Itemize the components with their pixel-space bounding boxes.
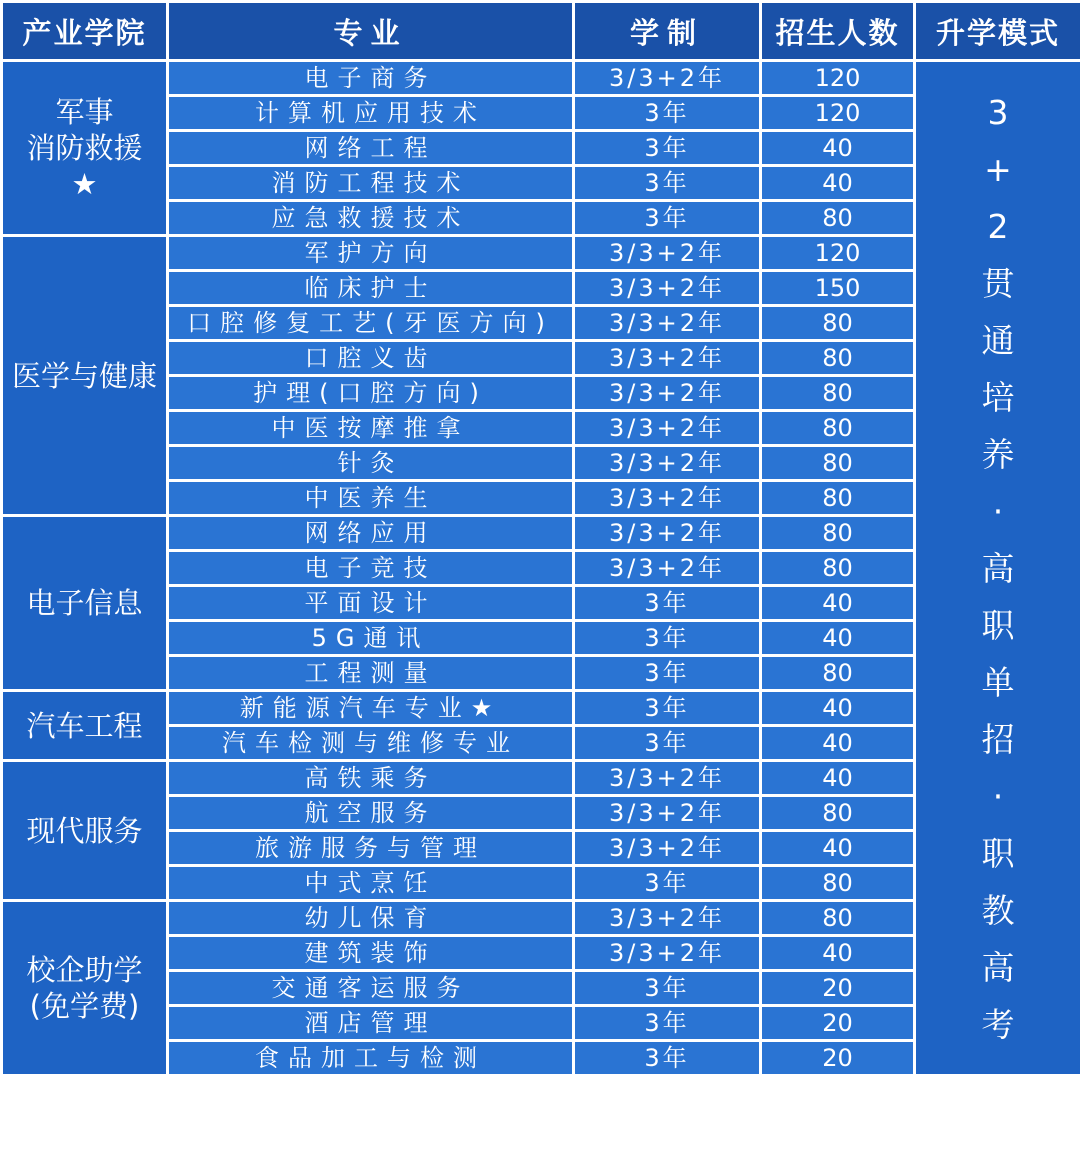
major-cell: 针灸 — [168, 446, 574, 481]
college-cell — [2, 516, 168, 691]
enrollment-cell: 80 — [761, 796, 915, 831]
major-cell: 高铁乘务 — [168, 761, 574, 796]
enrollment-cell: 80 — [761, 656, 915, 691]
enrollment-cell: 40 — [761, 586, 915, 621]
duration-cell: 3年 — [574, 201, 761, 236]
major-cell: 电子商务 — [168, 61, 574, 96]
duration-cell: 3年 — [574, 621, 761, 656]
header-major: 专业 — [168, 2, 574, 61]
enrollment-cell: 40 — [761, 936, 915, 971]
duration-cell: 3年 — [574, 1041, 761, 1076]
major-cell: 幼儿保育 — [168, 901, 574, 936]
major-cell: 食品加工与检测 — [168, 1041, 574, 1076]
enrollment-cell: 20 — [761, 1041, 915, 1076]
enrollment-cell: 40 — [761, 761, 915, 796]
enrollment-cell: 40 — [761, 831, 915, 866]
enrollment-cell: 80 — [761, 306, 915, 341]
duration-cell: 3年 — [574, 691, 761, 726]
major-cell: 交通客运服务 — [168, 971, 574, 1006]
duration-cell: 3/3+2年 — [574, 376, 761, 411]
college-cell — [2, 236, 168, 516]
duration-cell: 3/3+2年 — [574, 551, 761, 586]
enrollment-cell: 80 — [761, 446, 915, 481]
college-name: 校企助学 (免学费) — [26, 953, 143, 1023]
major-cell: 航空服务 — [168, 796, 574, 831]
enrollment-cell: 80 — [761, 516, 915, 551]
major-cell: 口腔修复工艺(牙医方向) — [168, 306, 574, 341]
college-name: 医学与健康 — [11, 358, 157, 393]
college-cell — [2, 761, 168, 901]
duration-cell: 3/3+2年 — [574, 61, 761, 96]
major-cell: 中式烹饪 — [168, 866, 574, 901]
college-cell — [2, 691, 168, 761]
enrollment-cell: 40 — [761, 166, 915, 201]
enrollment-cell: 150 — [761, 271, 915, 306]
enrollment-cell: 80 — [761, 376, 915, 411]
enrollment-cell: 40 — [761, 691, 915, 726]
duration-cell: 3年 — [574, 586, 761, 621]
major-cell: 口腔义齿 — [168, 341, 574, 376]
header-mode: 升学模式 — [915, 2, 1080, 61]
enrollment-cell: 80 — [761, 201, 915, 236]
major-cell: 消防工程技术 — [168, 166, 574, 201]
major-cell: 5G通讯 — [168, 621, 574, 656]
duration-cell: 3/3+2年 — [574, 481, 761, 516]
enrollment-cell: 40 — [761, 621, 915, 656]
major-cell: 军护方向 — [168, 236, 574, 271]
duration-cell: 3/3+2年 — [574, 341, 761, 376]
major-cell: 电子竞技 — [168, 551, 574, 586]
enrollment-cell: 20 — [761, 971, 915, 1006]
duration-cell: 3年 — [574, 131, 761, 166]
header-duration: 学制 — [574, 2, 761, 61]
major-cell: 网络应用 — [168, 516, 574, 551]
enrollment-cell: 120 — [761, 96, 915, 131]
enrollment-cell: 40 — [761, 726, 915, 761]
major-cell: 网络工程 — [168, 131, 574, 166]
major-cell: 工程测量 — [168, 656, 574, 691]
duration-cell: 3年 — [574, 726, 761, 761]
duration-cell: 3/3+2年 — [574, 236, 761, 271]
duration-cell: 3/3+2年 — [574, 936, 761, 971]
enrollment-cell: 80 — [761, 411, 915, 446]
duration-cell: 3/3+2年 — [574, 271, 761, 306]
duration-cell: 3年 — [574, 656, 761, 691]
major-cell: 临床护士 — [168, 271, 574, 306]
enrollment-cell: 80 — [761, 866, 915, 901]
college-name: 现代服务 — [26, 813, 143, 848]
duration-cell: 3/3+2年 — [574, 901, 761, 936]
duration-cell: 3/3+2年 — [574, 796, 761, 831]
duration-cell: 3年 — [574, 866, 761, 901]
major-cell: 旅游服务与管理 — [168, 831, 574, 866]
enrollment-cell: 80 — [761, 341, 915, 376]
major-cell: 中医按摩推拿 — [168, 411, 574, 446]
duration-cell: 3年 — [574, 971, 761, 1006]
college-cell — [2, 901, 168, 1076]
duration-cell: 3/3+2年 — [574, 761, 761, 796]
college-name: 军事 消防救援 ★ — [26, 95, 143, 201]
major-cell: 中医养生 — [168, 481, 574, 516]
enrollment-cell: 20 — [761, 1006, 915, 1041]
college-name: 电子信息 — [26, 586, 143, 620]
table-body — [2, 61, 1080, 1076]
enrollment-cell: 120 — [761, 236, 915, 271]
mode-cell — [915, 61, 1080, 1076]
duration-cell: 3/3+2年 — [574, 411, 761, 446]
duration-cell: 3/3+2年 — [574, 516, 761, 551]
duration-cell: 3/3+2年 — [574, 446, 761, 481]
duration-cell: 3/3+2年 — [574, 306, 761, 341]
major-cell: 平面设计 — [168, 586, 574, 621]
header-enrollment: 招生人数 — [761, 2, 915, 61]
major-cell: 建筑装饰 — [168, 936, 574, 971]
college-name: 汽车工程 — [26, 708, 143, 743]
enrollment-cell: 80 — [761, 901, 915, 936]
major-cell: 应急救援技术 — [168, 201, 574, 236]
table-header-row — [2, 2, 1080, 61]
duration-cell: 3年 — [574, 166, 761, 201]
major-cell: 新能源汽车专业★ — [168, 691, 574, 726]
major-cell: 酒店管理 — [168, 1006, 574, 1041]
enrollment-cell: 120 — [761, 61, 915, 96]
enrollment-cell: 40 — [761, 131, 915, 166]
major-cell: 计算机应用技术 — [168, 96, 574, 131]
duration-cell: 3年 — [574, 96, 761, 131]
major-cell: 护理(口腔方向) — [168, 376, 574, 411]
college-cell — [2, 61, 168, 236]
major-cell: 汽车检测与维修专业 — [168, 726, 574, 761]
mode-text: 3 + 2 贯 通 培 养 · 高 职 单 招 · 职 教 高 考 — [981, 92, 1015, 1044]
enrollment-cell: 80 — [761, 551, 915, 586]
duration-cell: 3年 — [574, 1006, 761, 1041]
table-row — [2, 61, 1080, 96]
enrollment-cell: 80 — [761, 481, 915, 516]
header-college: 产业学院 — [2, 2, 168, 61]
duration-cell: 3/3+2年 — [574, 831, 761, 866]
